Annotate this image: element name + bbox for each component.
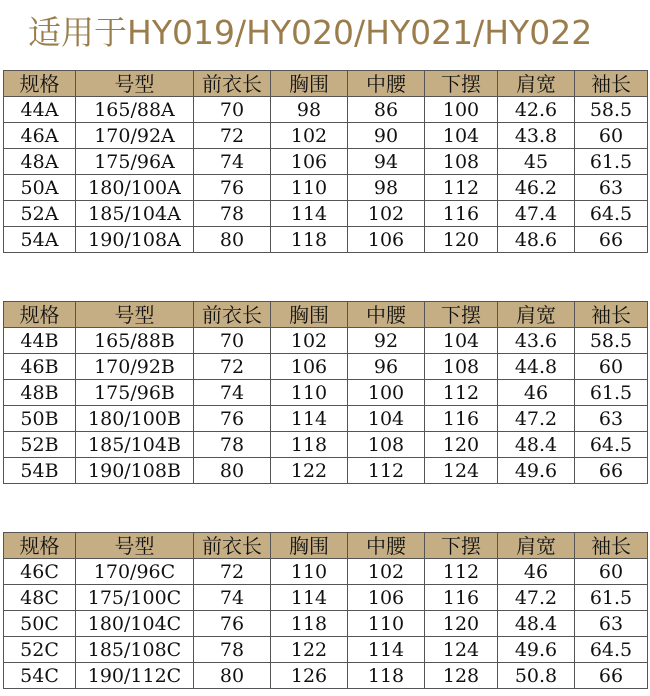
table-cell: 112 <box>425 175 498 201</box>
table-cell: 54B <box>4 458 76 484</box>
table-row <box>4 354 648 380</box>
table-cell: 78 <box>194 201 271 227</box>
table-cell: 61.5 <box>575 380 648 406</box>
table-cell: 60 <box>575 123 648 149</box>
table-cell: 118 <box>271 432 348 458</box>
table-cell: 49.6 <box>498 458 575 484</box>
table-cell: 122 <box>271 458 348 484</box>
column-header: 胸围 <box>271 533 348 559</box>
table-cell: 106 <box>348 227 425 253</box>
table-row <box>4 97 648 123</box>
column-header: 袖长 <box>575 302 648 328</box>
table-cell: 72 <box>194 559 271 585</box>
column-header: 中腰 <box>348 71 425 97</box>
table-cell: 44.8 <box>498 354 575 380</box>
table-cell: 61.5 <box>575 585 648 611</box>
table-cell: 74 <box>194 149 271 175</box>
table-cell: 190/112C <box>76 663 194 689</box>
table-cell: 124 <box>425 637 498 663</box>
table-cell: 165/88B <box>76 328 194 354</box>
size-table-b <box>3 301 648 484</box>
table-row <box>4 458 648 484</box>
table-cell: 50A <box>4 175 76 201</box>
table-cell: 76 <box>194 406 271 432</box>
table-cell: 46C <box>4 559 76 585</box>
table-cell: 47.4 <box>498 201 575 227</box>
column-header: 肩宽 <box>498 302 575 328</box>
table-cell: 175/96A <box>76 149 194 175</box>
table-cell: 80 <box>194 227 271 253</box>
table-cell: 175/96B <box>76 380 194 406</box>
table-cell: 76 <box>194 175 271 201</box>
table-cell: 54C <box>4 663 76 689</box>
table-cell: 102 <box>271 328 348 354</box>
table-cell: 128 <box>425 663 498 689</box>
table-cell: 60 <box>575 354 648 380</box>
column-header: 袖长 <box>575 533 648 559</box>
table-cell: 66 <box>575 458 648 484</box>
table-cell: 104 <box>425 123 498 149</box>
table-cell: 48B <box>4 380 76 406</box>
table-cell: 106 <box>271 354 348 380</box>
table-cell: 114 <box>271 201 348 227</box>
table-cell: 60 <box>575 559 648 585</box>
table-cell: 52B <box>4 432 76 458</box>
table-cell: 102 <box>348 559 425 585</box>
table-cell: 58.5 <box>575 328 648 354</box>
table-cell: 63 <box>575 406 648 432</box>
table-row <box>4 559 648 585</box>
column-header: 下摆 <box>425 71 498 97</box>
table-cell: 185/108C <box>76 637 194 663</box>
table-cell: 122 <box>271 637 348 663</box>
table-cell: 64.5 <box>575 637 648 663</box>
table-cell: 74 <box>194 380 271 406</box>
table-cell: 74 <box>194 585 271 611</box>
column-header: 规格 <box>4 533 76 559</box>
table-cell: 98 <box>271 97 348 123</box>
column-header: 号型 <box>76 71 194 97</box>
table-cell: 63 <box>575 611 648 637</box>
column-header: 中腰 <box>348 302 425 328</box>
table-cell: 106 <box>348 585 425 611</box>
table-row <box>4 406 648 432</box>
column-header: 下摆 <box>425 533 498 559</box>
table-cell: 64.5 <box>575 432 648 458</box>
table-cell: 104 <box>348 406 425 432</box>
table-cell: 50C <box>4 611 76 637</box>
table-cell: 120 <box>425 432 498 458</box>
table-cell: 46 <box>498 559 575 585</box>
table-cell: 78 <box>194 637 271 663</box>
column-header: 中腰 <box>348 533 425 559</box>
table-row <box>4 149 648 175</box>
table-cell: 66 <box>575 227 648 253</box>
table-cell: 185/104A <box>76 201 194 227</box>
size-table-a <box>3 70 648 253</box>
size-table-c <box>3 532 648 689</box>
column-header: 下摆 <box>425 302 498 328</box>
table-cell: 94 <box>348 149 425 175</box>
table-cell: 170/96C <box>76 559 194 585</box>
table-cell: 90 <box>348 123 425 149</box>
table-cell: 52C <box>4 637 76 663</box>
table-cell: 48.4 <box>498 432 575 458</box>
table-cell: 43.6 <box>498 328 575 354</box>
table-row <box>4 175 648 201</box>
table-cell: 170/92B <box>76 354 194 380</box>
table-cell: 102 <box>271 123 348 149</box>
table-row <box>4 663 648 689</box>
table-row <box>4 585 648 611</box>
table-row <box>4 611 648 637</box>
table-cell: 112 <box>425 559 498 585</box>
table-cell: 116 <box>425 201 498 227</box>
table-cell: 80 <box>194 458 271 484</box>
table-cell: 48A <box>4 149 76 175</box>
table-cell: 61.5 <box>575 149 648 175</box>
table-cell: 92 <box>348 328 425 354</box>
table-cell: 190/108B <box>76 458 194 484</box>
table-cell: 72 <box>194 354 271 380</box>
header-row <box>4 533 648 559</box>
table-cell: 110 <box>271 559 348 585</box>
table-cell: 116 <box>425 585 498 611</box>
table-cell: 78 <box>194 432 271 458</box>
table-cell: 48C <box>4 585 76 611</box>
table-row <box>4 380 648 406</box>
table-cell: 46B <box>4 354 76 380</box>
table-cell: 47.2 <box>498 406 575 432</box>
column-header: 号型 <box>76 302 194 328</box>
table-cell: 126 <box>271 663 348 689</box>
table-cell: 100 <box>425 97 498 123</box>
table-cell: 118 <box>348 663 425 689</box>
table-cell: 46.2 <box>498 175 575 201</box>
table-cell: 106 <box>271 149 348 175</box>
table-cell: 110 <box>271 175 348 201</box>
column-header: 袖长 <box>575 71 648 97</box>
column-header: 前衣长 <box>194 533 271 559</box>
table-cell: 120 <box>425 611 498 637</box>
table-cell: 190/108A <box>76 227 194 253</box>
table-cell: 108 <box>425 149 498 175</box>
table-cell: 50.8 <box>498 663 575 689</box>
table-row <box>4 123 648 149</box>
table-row <box>4 328 648 354</box>
table-cell: 44A <box>4 97 76 123</box>
table-cell: 70 <box>194 97 271 123</box>
table-cell: 170/92A <box>76 123 194 149</box>
column-header: 肩宽 <box>498 71 575 97</box>
column-header: 规格 <box>4 302 76 328</box>
table-cell: 114 <box>348 637 425 663</box>
table-row <box>4 227 648 253</box>
page-title: 适用于HY019/HY020/HY021/HY022 <box>28 13 593 52</box>
table-cell: 72 <box>194 123 271 149</box>
table-cell: 175/100C <box>76 585 194 611</box>
column-header: 号型 <box>76 533 194 559</box>
table-cell: 44B <box>4 328 76 354</box>
table-cell: 108 <box>425 354 498 380</box>
table-cell: 180/100B <box>76 406 194 432</box>
table-cell: 80 <box>194 663 271 689</box>
table-cell: 42.6 <box>498 97 575 123</box>
table-cell: 124 <box>425 458 498 484</box>
table-cell: 63 <box>575 175 648 201</box>
table-cell: 48.4 <box>498 611 575 637</box>
column-header: 前衣长 <box>194 71 271 97</box>
table-cell: 112 <box>425 380 498 406</box>
table-cell: 116 <box>425 406 498 432</box>
table-cell: 114 <box>271 406 348 432</box>
table-cell: 98 <box>348 175 425 201</box>
table-row <box>4 637 648 663</box>
table-cell: 110 <box>271 380 348 406</box>
header-row <box>4 71 648 97</box>
column-header: 胸围 <box>271 71 348 97</box>
table-cell: 114 <box>271 585 348 611</box>
table-cell: 50B <box>4 406 76 432</box>
table-row <box>4 201 648 227</box>
table-cell: 54A <box>4 227 76 253</box>
table-cell: 180/100A <box>76 175 194 201</box>
table-cell: 118 <box>271 227 348 253</box>
table-cell: 43.8 <box>498 123 575 149</box>
table-cell: 70 <box>194 328 271 354</box>
table-cell: 165/88A <box>76 97 194 123</box>
table-cell: 120 <box>425 227 498 253</box>
table-cell: 118 <box>271 611 348 637</box>
column-header: 胸围 <box>271 302 348 328</box>
table-cell: 58.5 <box>575 97 648 123</box>
table-cell: 52A <box>4 201 76 227</box>
column-header: 规格 <box>4 71 76 97</box>
table-cell: 49.6 <box>498 637 575 663</box>
column-header: 肩宽 <box>498 533 575 559</box>
table-cell: 46 <box>498 380 575 406</box>
table-cell: 96 <box>348 354 425 380</box>
table-cell: 110 <box>348 611 425 637</box>
table-cell: 86 <box>348 97 425 123</box>
table-cell: 180/104C <box>76 611 194 637</box>
table-cell: 185/104B <box>76 432 194 458</box>
table-cell: 104 <box>425 328 498 354</box>
table-row <box>4 432 648 458</box>
header-row <box>4 302 648 328</box>
table-cell: 108 <box>348 432 425 458</box>
column-header: 前衣长 <box>194 302 271 328</box>
table-cell: 102 <box>348 201 425 227</box>
table-cell: 64.5 <box>575 201 648 227</box>
table-cell: 46A <box>4 123 76 149</box>
table-cell: 47.2 <box>498 585 575 611</box>
table-cell: 112 <box>348 458 425 484</box>
table-cell: 48.6 <box>498 227 575 253</box>
table-cell: 76 <box>194 611 271 637</box>
table-cell: 66 <box>575 663 648 689</box>
table-cell: 100 <box>348 380 425 406</box>
table-cell: 45 <box>498 149 575 175</box>
